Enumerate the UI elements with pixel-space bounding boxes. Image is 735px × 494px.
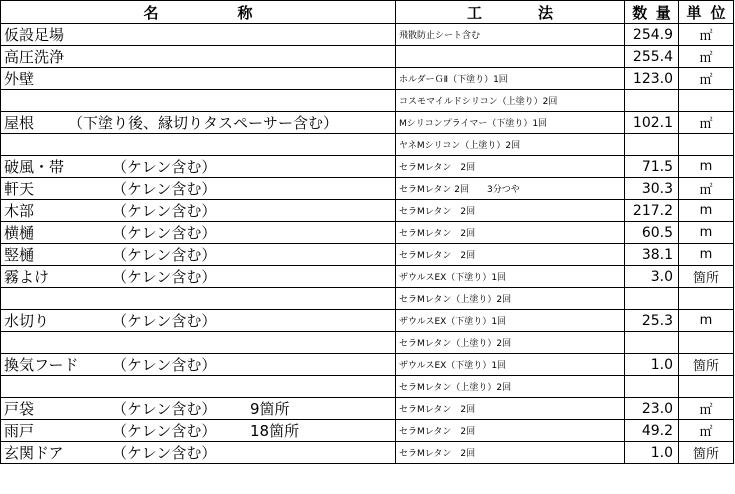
quantity-cell — [625, 134, 679, 156]
header-qty-char: 数 — [632, 3, 648, 22]
item-name-cell — [1, 112, 396, 134]
table-row — [1, 178, 734, 200]
item-name: 雨戸 — [4, 422, 35, 440]
item-name-cell — [1, 310, 396, 332]
estimate-table-body — [1, 1, 734, 464]
item-note: （ケレン含む） — [112, 268, 217, 286]
quantity-cell: 23.0 — [625, 398, 679, 420]
unit-cell: ㎡ — [679, 398, 734, 420]
method-cell: セラMレタン 2回 — [396, 200, 625, 222]
item-note: （ケレン含む） — [112, 444, 217, 462]
table-row — [1, 156, 734, 178]
method-cell: ザウルスEX（下塗り）1回 — [396, 310, 625, 332]
table-row — [1, 288, 734, 310]
unit-cell: 箇所 — [679, 442, 734, 464]
header-method — [396, 1, 625, 24]
item-extra: 18箇所 — [250, 422, 300, 440]
table-row — [1, 266, 734, 288]
item-name-cell — [1, 46, 396, 68]
method-cell: セラMレタン（上塗り）2回 — [396, 288, 625, 310]
method-cell: コスモマイルドシリコン（上塗り）2回 — [396, 90, 625, 112]
item-name-cell — [1, 332, 396, 354]
unit-cell: m — [679, 310, 734, 332]
method-cell: 飛散防止シート含む — [396, 24, 625, 46]
item-name: 仮設足場 — [4, 26, 65, 44]
item-note: （ケレン含む） — [112, 202, 217, 220]
item-note: （ケレン含む） — [112, 180, 217, 198]
quantity-cell: 1.0 — [625, 354, 679, 376]
header-row — [1, 1, 734, 24]
method-cell: セラMレタン（上塗り）2回 — [396, 332, 625, 354]
table-row — [1, 442, 734, 464]
table-row — [1, 332, 734, 354]
quantity-cell — [625, 332, 679, 354]
item-extra: 9箇所 — [250, 400, 290, 418]
header-unit-char: 単 — [686, 3, 702, 22]
item-name-cell — [1, 222, 396, 244]
quantity-cell: 254.9 — [625, 24, 679, 46]
table-row — [1, 200, 734, 222]
table-row — [1, 354, 734, 376]
table-row — [1, 112, 734, 134]
quantity-cell: 25.3 — [625, 310, 679, 332]
item-name-cell — [1, 134, 396, 156]
table-row — [1, 68, 734, 90]
item-name-cell — [1, 398, 396, 420]
method-cell: セラMレタン 2回 — [396, 420, 625, 442]
item-name-cell — [1, 442, 396, 464]
item-note: （ケレン含む） — [112, 246, 217, 264]
unit-cell — [679, 134, 734, 156]
quantity-cell: 123.0 — [625, 68, 679, 90]
item-name: 戸袋 — [4, 400, 35, 418]
unit-cell: 箇所 — [679, 266, 734, 288]
unit-cell — [679, 288, 734, 310]
item-name: 木部 — [4, 202, 35, 220]
quantity-cell: 71.5 — [625, 156, 679, 178]
method-cell: セラMレタン 2回 — [396, 156, 625, 178]
method-cell — [396, 46, 625, 68]
item-name-cell — [1, 156, 396, 178]
item-name-cell — [1, 376, 396, 398]
unit-cell: 箇所 — [679, 354, 734, 376]
quantity-cell: 38.1 — [625, 244, 679, 266]
item-name-cell — [1, 90, 396, 112]
item-name-cell — [1, 266, 396, 288]
item-note: （ケレン含む） — [112, 158, 217, 176]
quantity-cell: 102.1 — [625, 112, 679, 134]
method-cell: セラMレタン 2回 — [396, 222, 625, 244]
method-cell: ザウルスEX（下塗り）1回 — [396, 354, 625, 376]
quantity-cell: 1.0 — [625, 442, 679, 464]
unit-cell — [679, 332, 734, 354]
header-name-char: 名 — [143, 3, 159, 22]
quantity-cell — [625, 90, 679, 112]
item-name-cell — [1, 178, 396, 200]
header-qty-char: 量 — [655, 3, 671, 22]
item-note: （下塗り後、縁切りタスペーサー含む） — [68, 114, 339, 132]
header-qty — [625, 1, 679, 24]
item-name: 玄関ドア — [4, 444, 64, 462]
item-name-cell — [1, 354, 396, 376]
item-name-cell — [1, 288, 396, 310]
method-cell: セラMレタン 2回 — [396, 442, 625, 464]
method-cell: セラMレタン 2回 3分つや — [396, 178, 625, 200]
table-row — [1, 46, 734, 68]
method-cell: セラMレタン 2回 — [396, 244, 625, 266]
header-unit-char: 位 — [710, 3, 726, 22]
method-cell: ザウルスEX（下塗り）1回 — [396, 266, 625, 288]
table-row — [1, 134, 734, 156]
header-method-char: 工 — [466, 3, 482, 22]
header-name — [1, 1, 396, 24]
table-row — [1, 310, 734, 332]
table-row — [1, 222, 734, 244]
method-cell: Mシリコンプライマー（下塗り）1回 — [396, 112, 625, 134]
item-name: 屋根 — [4, 114, 35, 132]
method-cell: ヤネMシリコン（上塗り）2回 — [396, 134, 625, 156]
quantity-cell — [625, 376, 679, 398]
item-note: （ケレン含む） — [112, 422, 217, 440]
quantity-cell — [625, 288, 679, 310]
quantity-cell: 3.0 — [625, 266, 679, 288]
item-name: 横樋 — [4, 224, 35, 242]
item-note: （ケレン含む） — [112, 224, 217, 242]
unit-cell — [679, 376, 734, 398]
method-cell: ホルダーＧⅡ（下塗り）1回 — [396, 68, 625, 90]
method-cell: セラMレタン 2回 — [396, 398, 625, 420]
unit-cell: m — [679, 156, 734, 178]
unit-cell: m — [679, 244, 734, 266]
item-name-cell — [1, 420, 396, 442]
item-name: 換気フード — [4, 356, 79, 374]
table-row — [1, 376, 734, 398]
table-row — [1, 398, 734, 420]
quantity-cell: 60.5 — [625, 222, 679, 244]
unit-cell: ㎡ — [679, 68, 734, 90]
table-row — [1, 244, 734, 266]
item-name: 水切り — [4, 312, 50, 330]
item-name: 竪樋 — [4, 246, 35, 264]
unit-cell: m — [679, 222, 734, 244]
table-row — [1, 420, 734, 442]
quantity-cell: 217.2 — [625, 200, 679, 222]
unit-cell: ㎡ — [679, 46, 734, 68]
item-name: 破風・帯 — [4, 158, 65, 176]
item-name: 霧よけ — [4, 268, 50, 286]
item-name-cell — [1, 200, 396, 222]
header-unit — [679, 1, 734, 24]
table-row — [1, 90, 734, 112]
unit-cell — [679, 90, 734, 112]
unit-cell: m — [679, 200, 734, 222]
item-name-cell — [1, 24, 396, 46]
table-row — [1, 24, 734, 46]
item-name: 軒天 — [4, 180, 35, 198]
item-name-cell — [1, 68, 396, 90]
header-name-char: 称 — [237, 3, 253, 22]
quantity-cell: 255.4 — [625, 46, 679, 68]
quantity-cell: 49.2 — [625, 420, 679, 442]
method-cell: セラMレタン（上塗り）2回 — [396, 376, 625, 398]
item-note: （ケレン含む） — [112, 400, 217, 418]
unit-cell: ㎡ — [679, 112, 734, 134]
item-name: 外壁 — [4, 70, 35, 88]
unit-cell: ㎡ — [679, 24, 734, 46]
item-note: （ケレン含む） — [112, 356, 217, 374]
header-method-char: 法 — [537, 3, 553, 22]
unit-cell: ㎡ — [679, 178, 734, 200]
quantity-cell: 30.3 — [625, 178, 679, 200]
item-name-cell — [1, 244, 396, 266]
unit-cell: ㎡ — [679, 420, 734, 442]
item-note: （ケレン含む） — [112, 312, 217, 330]
item-name: 高圧洗浄 — [4, 48, 65, 66]
